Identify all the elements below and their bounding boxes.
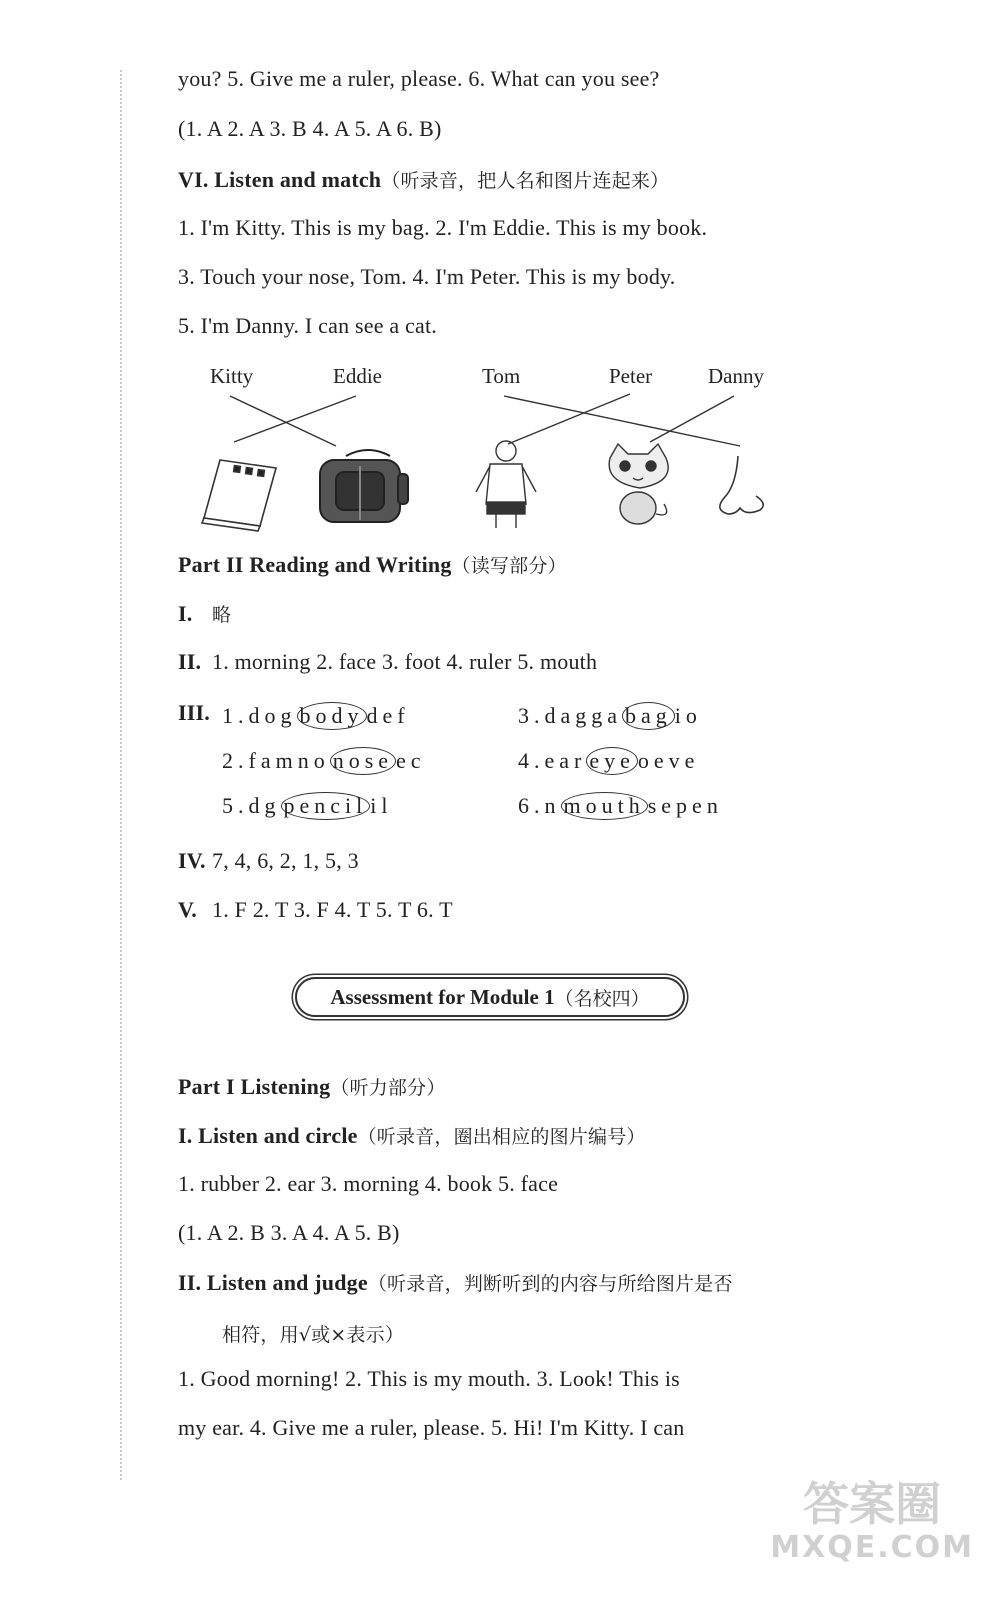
match-name-2: Eddie (333, 364, 382, 388)
section-heading-i (178, 1122, 646, 1149)
puzzle-number: 6. (518, 793, 545, 818)
assessment-title: Assessment for Module 1 (330, 984, 555, 1009)
matching-figure (178, 356, 798, 536)
item-label: IV. (178, 848, 206, 873)
word-puzzle-5 (222, 792, 393, 820)
section-label: II. Listen and judge (178, 1270, 368, 1295)
section-instruction: （听录音，判断听到的内容与所给图片是否 (367, 1273, 733, 1295)
puzzle-number: 4. (518, 748, 545, 773)
answer-line-i (178, 600, 231, 627)
puzzle-prefix: n (544, 793, 561, 818)
match-line (650, 396, 734, 442)
word-puzzle-2 (222, 747, 426, 775)
section-instruction: （听录音，圈出相应的图片编号） (357, 1126, 646, 1148)
puzzle-number: 5. (222, 793, 249, 818)
body-icon (476, 441, 536, 528)
match-line (230, 396, 336, 446)
puzzle-number: 3. (518, 703, 545, 728)
answer-line-ii (178, 649, 597, 675)
watermark-text: 答案圈 (803, 1477, 942, 1531)
section-heading-ii (178, 1269, 733, 1296)
puzzle-prefix: ear (544, 748, 587, 773)
item-text: 1. F 2. T 3. F 4. T 5. T 6. T (212, 897, 453, 922)
circled-word: body (297, 702, 367, 730)
match-line (234, 396, 356, 442)
puzzle-suffix: ec (396, 748, 426, 773)
match-lines (230, 394, 740, 446)
word-puzzle-1 (222, 702, 410, 730)
puzzle-suffix: sepen (647, 793, 723, 818)
answer-line-iii (178, 700, 212, 726)
item-label: III. (178, 700, 210, 725)
item-text: 略 (212, 604, 232, 626)
puzzle-prefix: dg (248, 793, 281, 818)
match-name-1: Kitty (210, 364, 254, 388)
section-heading-part2 (178, 551, 567, 578)
circled-word: bag (622, 702, 675, 730)
puzzle-suffix: def (366, 703, 410, 728)
watermark-logo (770, 1478, 974, 1565)
assessment-subtitle: （名校四） (554, 987, 650, 1010)
section-heading-part1 (178, 1073, 446, 1100)
puzzle-suffix: il (370, 793, 393, 818)
answer-line-iv (178, 848, 359, 874)
puzzle-number: 2. (222, 748, 249, 773)
puzzle-prefix: famno (248, 748, 330, 773)
item-label: II. (178, 649, 202, 674)
item-label: V. (178, 897, 197, 922)
section-instruction: （读写部分） (451, 555, 567, 577)
text-line: 1. I'm Kitty. This is my bag. 2. I'm Eddie. This is my book. (178, 215, 708, 240)
match-name-4: Peter (609, 364, 653, 388)
puzzle-suffix: oeve (637, 748, 700, 773)
text-line: 1. rubber 2. ear 3. morning 4. book 5. face (178, 1171, 559, 1196)
circled-word: eye (586, 747, 638, 775)
section-label: Part I Listening (178, 1074, 331, 1099)
word-puzzle-3 (518, 702, 702, 730)
match-line (504, 396, 740, 446)
word-puzzle-4 (518, 747, 699, 775)
circled-word: pencil (281, 792, 371, 820)
bag-icon (320, 450, 408, 522)
text-line: 3. Touch your nose, Tom. 4. I'm Peter. This is my body. (178, 264, 676, 289)
text-line: 1. Good morning! 2. This is my mouth. 3. Look! This is (178, 1366, 680, 1391)
nose-icon (720, 456, 763, 514)
section-label: I. Listen and circle (178, 1123, 358, 1148)
watermark-url: MXQE.COM (770, 1530, 974, 1565)
text-line: you? 5. Give me a ruler, please. 6. What can you see? (178, 66, 660, 91)
item-text: 1. morning 2. face 3. foot 4. ruler 5. mouth (212, 649, 598, 674)
answer-line: (1. A 2. A 3. B 4. A 5. A 6. B) (178, 116, 442, 141)
answer-line-v (178, 897, 453, 923)
book-icon (202, 460, 276, 531)
cat-icon (609, 444, 668, 524)
text-line: my ear. 4. Give me a ruler, please. 5. Hi! I'm Kitty. I can (178, 1415, 685, 1440)
section-label: Part II Reading and Writing (178, 552, 452, 577)
word-puzzle-6 (518, 792, 723, 820)
match-name-5: Danny (708, 364, 764, 388)
answer-line: (1. A 2. B 3. A 4. A 5. B) (178, 1220, 400, 1245)
puzzle-prefix: dog (248, 703, 297, 728)
circled-word: mouth (561, 792, 648, 820)
puzzle-number: 1. (222, 703, 249, 728)
puzzle-prefix: dagga (544, 703, 623, 728)
assessment-title-box (295, 977, 685, 1017)
circled-word: nose (330, 747, 396, 775)
section-heading-vi (178, 166, 669, 193)
section-label: VI. Listen and match (178, 167, 382, 192)
puzzle-suffix: io (674, 703, 702, 728)
item-text: 7, 4, 6, 2, 1, 5, 3 (212, 848, 359, 873)
match-name-3: Tom (482, 364, 521, 388)
text-line: 5. I'm Danny. I can see a cat. (178, 313, 437, 338)
section-instruction: （听录音，把人名和图片连起来） (381, 170, 670, 192)
section-instruction: （听力部分） (330, 1077, 446, 1099)
item-label: I. (178, 601, 193, 626)
binding-margin-line (120, 70, 122, 1480)
section-instruction-cont: 相符，用√或×表示） (222, 1324, 405, 1346)
